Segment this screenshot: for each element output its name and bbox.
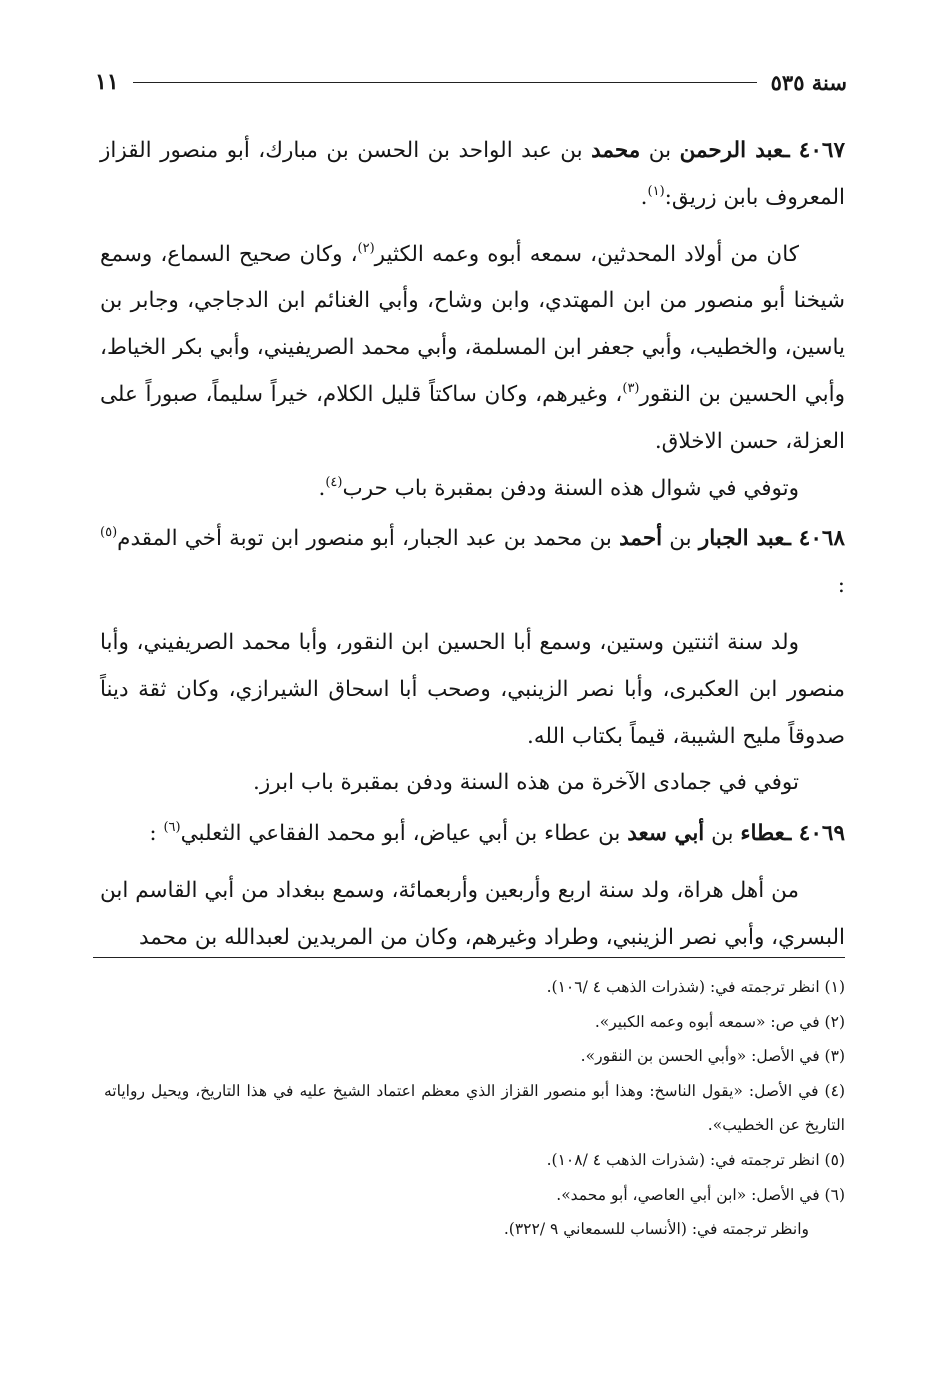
header-year: سنة ٥٣٥ xyxy=(770,69,847,95)
paragraph-text: ، وغيرهم، وكان ساكتاً قليل الكلام، خيراً سليماً، صبوراً على العزلة، حسن الاخلاق. xyxy=(100,381,845,454)
entry-heading-end: : xyxy=(837,573,845,599)
paragraph-text: ، وكان صحيح السماع، وسمع شيخنا أبو منصور من ابن المهتدي، وابن وشاح، وأبي الغنائم ابن الدجاجي، وجابر بن ياسين، والخطيب، وأبي جعفر ابن المسلمة، وأبي محمد الصريفيني، وأبي بكر الخياط، وأبي الحسين بن النقور xyxy=(100,241,845,407)
footnote-ref: (١) xyxy=(647,183,665,199)
paragraph-text: توفي في جمادى الآخرة من هذه السنة ودفن بمقبرة باب ابرز. xyxy=(253,770,799,796)
entry-father-name: محمد xyxy=(591,138,641,163)
entry-paragraph xyxy=(100,232,845,466)
footnote: (٢) في ص: «سمعه أبوه وعمه الكبير». xyxy=(594,1012,845,1031)
entry-father-name: أبي سعد xyxy=(627,821,705,847)
entry-number: ٤٠٦٩ ـ xyxy=(785,821,845,847)
footnote: وانظر ترجمته في: (الأنساب للسمعاني ٩ /٣٢٢). xyxy=(503,1220,809,1239)
entry-number: ٤٠٦٨ ـ xyxy=(784,526,845,552)
footnote: (٦) في الأصل: «ابن أبي العاصي، أبو محمد». xyxy=(556,1185,845,1204)
footnote: (٤) في الأصل: «يقول الناسخ: وهذا أبو منصور القزاز الذي معظم اعتماد الشيخ عليه في هذا التاريخ، ويحيل رواياته التاريخ عن الخطيب». xyxy=(104,1081,845,1135)
running-header xyxy=(95,66,847,98)
entry-heading-end: : xyxy=(149,821,164,847)
entry-name: عطاء xyxy=(740,821,785,847)
paragraph-text: ولد سنة اثنتين وستين، وسمع أبا الحسين ابن النقور، وأبا محمد الصريفيني، وأبا منصور ابن العكبرى، وأبا نصر الزينبي، وصحب أبا اسحاق الشيرازي، وكان ثقة ديناً صدوقاً مليح الشيبة، قيماً بكتاب الله. xyxy=(100,629,845,749)
entry-name: عبد الجبار xyxy=(698,526,785,552)
page-number: ١١ xyxy=(95,69,119,95)
entry-paragraph xyxy=(100,868,845,962)
paragraph-text: . xyxy=(318,475,326,501)
footnote-ref: (٣) xyxy=(622,380,640,396)
entry-heading-end: . xyxy=(640,184,648,210)
footnote-ref: (٦) xyxy=(163,820,181,836)
entry-connector: بن xyxy=(640,138,680,163)
entry-lineage: بن عطاء بن أبي عياض، أبو محمد الفقاعي الثعلبي xyxy=(180,821,628,847)
footnote-ref: (٥) xyxy=(100,525,118,541)
entry-lineage: بن محمد بن عبد الجبار، أبو منصور ابن توبة أخي المقدم xyxy=(117,526,620,552)
entry-paragraph xyxy=(100,620,845,760)
footnote: (١) انظر ترجمته في: (شذرات الذهب ٤ /١٠٦). xyxy=(546,978,845,996)
main-text xyxy=(100,128,845,966)
entry-father-name: أحمد xyxy=(619,526,663,552)
entry-heading xyxy=(100,128,845,222)
entry-connector: بن xyxy=(704,821,741,847)
footnotes xyxy=(104,970,845,1247)
entry-paragraph xyxy=(100,760,845,807)
footnote-divider xyxy=(93,957,845,958)
entry-name: عبد الرحمن xyxy=(679,138,784,163)
paragraph-text: وتوفي في شوال هذه السنة ودفن بمقبرة باب حرب xyxy=(342,475,799,501)
footnote: (٥) انظر ترجمته في: (شذرات الذهب ٤ /١٠٨). xyxy=(546,1150,845,1169)
entry-heading xyxy=(100,516,845,610)
entry-connector: بن xyxy=(662,526,699,552)
entry-lineage: بن عبد الواحد بن الحسن بن مبارك، أبو منصور القزاز المعروف بابن زريق: xyxy=(100,138,845,210)
entry-number: ٤٠٦٧ ـ xyxy=(783,138,845,163)
entry-paragraph xyxy=(100,466,845,513)
footnote-ref: (٢) xyxy=(357,240,375,256)
footnote: (٣) في الأصل: «وأبي الحسن بن النقور». xyxy=(580,1047,845,1066)
paragraph-text: كان من أولاد المحدثين، سمعه أبوه وعمه الكثير xyxy=(374,241,799,267)
paragraph-text: من أهل هراة، ولد سنة اربع وأربعين وأربعمائة، وسمع ببغداد من أبي القاسم ابن البسري، وأبي نصر الزينبي، وطراد وغيرهم، وكان من المريدين لعبدالله بن محمد xyxy=(100,877,845,950)
entry-heading xyxy=(100,811,845,858)
header-rule xyxy=(133,82,757,83)
footnote-ref: (٤) xyxy=(325,474,343,490)
